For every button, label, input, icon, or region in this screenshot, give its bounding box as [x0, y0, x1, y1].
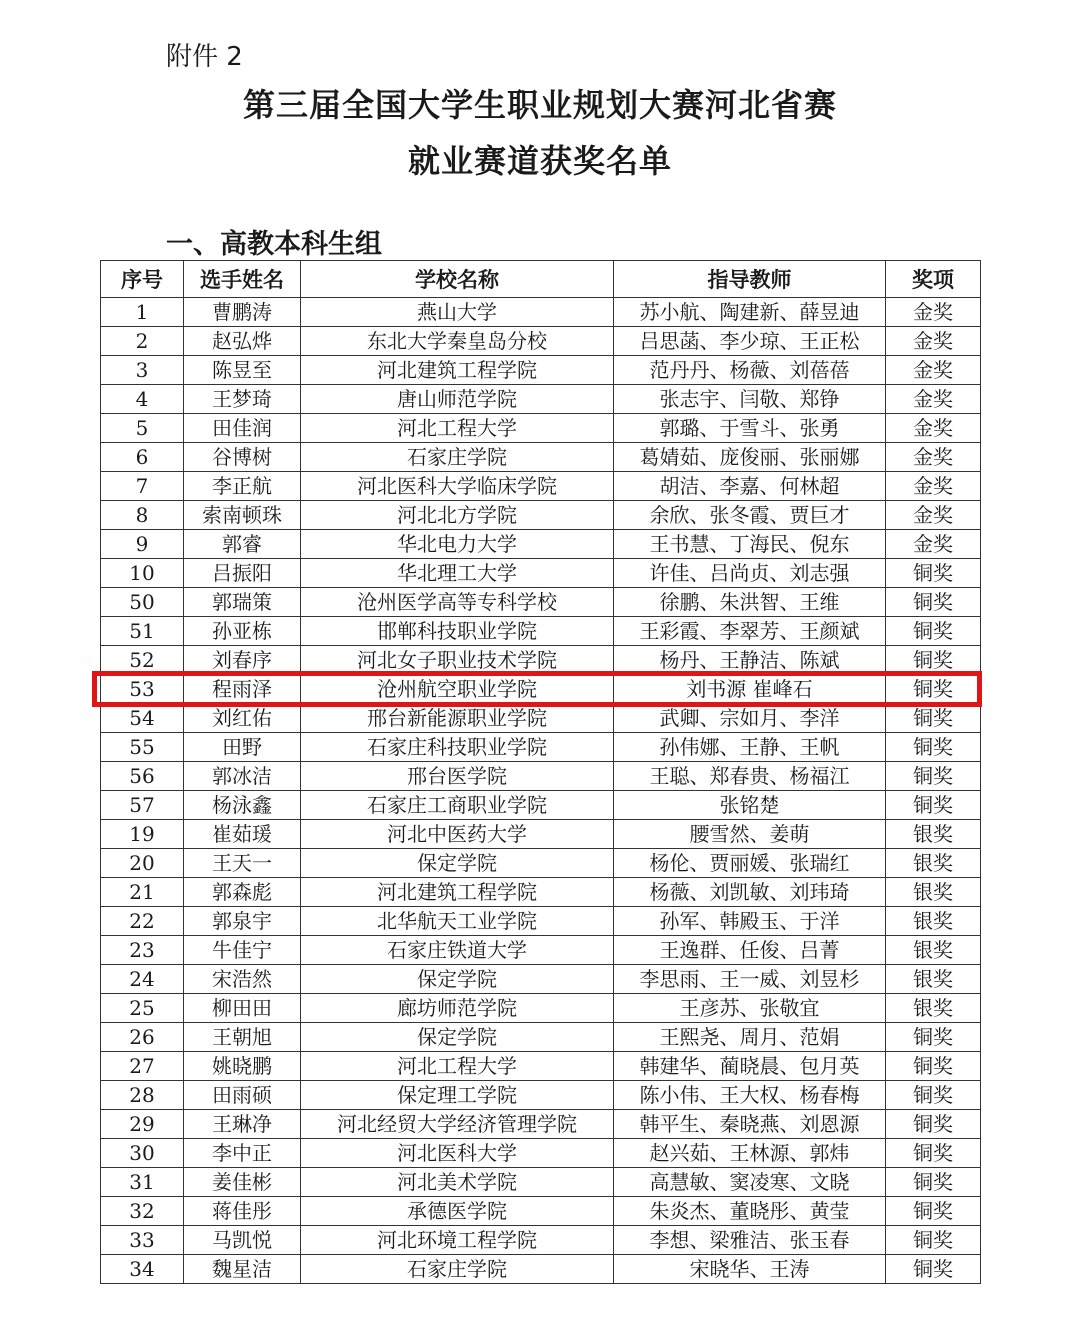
document-title: 第三届全国大学生职业规划大赛河北省赛	[242, 86, 837, 124]
school-cell: 石家庄学院	[301, 1255, 614, 1284]
table-row	[101, 1110, 981, 1139]
advisors-cell: 高慧敏、窦凌寒、文晓	[614, 1168, 886, 1197]
contestant-cell: 刘红佑	[184, 704, 301, 733]
advisors-cell: 余欣、张冬霞、贾巨才	[614, 501, 886, 530]
award-cell: 银奖	[886, 965, 981, 994]
contestant-cell: 王朝旭	[184, 1023, 301, 1052]
advisors-cell: 刘书源 崔峰石	[614, 675, 886, 704]
school-cell: 保定理工学院	[301, 1081, 614, 1110]
table-header-row	[101, 261, 981, 298]
advisors-cell: 许佳、吕尚贞、刘志强	[614, 559, 886, 588]
table-row	[101, 1168, 981, 1197]
advisors-cell: 孙军、韩殿玉、于洋	[614, 907, 886, 936]
advisors-cell: 韩建华、蔺晓晨、包月英	[614, 1052, 886, 1081]
school-cell: 河北建筑工程学院	[301, 356, 614, 385]
advisors-cell: 朱炎杰、董晓彤、黄莹	[614, 1197, 886, 1226]
contestant-cell: 崔茹瑗	[184, 820, 301, 849]
contestant-cell: 王梦琦	[184, 385, 301, 414]
attachment-label: 附件 2	[166, 42, 243, 72]
index-cell: 20	[101, 849, 184, 878]
highlight-box	[92, 671, 982, 707]
index-cell: 54	[101, 704, 184, 733]
contestant-cell: 牛佳宁	[184, 936, 301, 965]
award-cell: 铜奖	[886, 1139, 981, 1168]
advisors-cell: 韩平生、秦晓燕、刘恩源	[614, 1110, 886, 1139]
index-cell: 56	[101, 762, 184, 791]
award-cell: 铜奖	[886, 1110, 981, 1139]
advisors-cell: 武卿、宗如月、李洋	[614, 704, 886, 733]
contestant-cell: 田雨硕	[184, 1081, 301, 1110]
advisors-cell: 王彩霞、李翠芳、王颜斌	[614, 617, 886, 646]
index-cell: 25	[101, 994, 184, 1023]
index-cell: 3	[101, 356, 184, 385]
advisors-cell: 腰雪然、姜萌	[614, 820, 886, 849]
advisors-cell: 王逸群、任俊、吕菁	[614, 936, 886, 965]
school-cell: 河北工程大学	[301, 414, 614, 443]
contestant-cell: 王琳净	[184, 1110, 301, 1139]
contestant-cell: 孙亚栋	[184, 617, 301, 646]
table-row	[101, 791, 981, 820]
award-cell: 金奖	[886, 327, 981, 356]
index-cell: 57	[101, 791, 184, 820]
index-cell: 10	[101, 559, 184, 588]
school-cell: 东北大学秦皇岛分校	[301, 327, 614, 356]
index-cell: 52	[101, 646, 184, 675]
index-cell: 27	[101, 1052, 184, 1081]
index-cell: 30	[101, 1139, 184, 1168]
school-cell: 华北电力大学	[301, 530, 614, 559]
table-row	[101, 878, 981, 907]
contestant-cell: 马凯悦	[184, 1226, 301, 1255]
advisors-cell: 王熙尧、周月、范娟	[614, 1023, 886, 1052]
table-row	[101, 385, 981, 414]
contestant-cell: 程雨泽	[184, 675, 301, 704]
table-row	[101, 1081, 981, 1110]
table-row	[101, 733, 981, 762]
advisors-cell: 杨伦、贾丽媛、张瑞红	[614, 849, 886, 878]
contestant-cell: 田野	[184, 733, 301, 762]
school-cell: 河北女子职业技术学院	[301, 646, 614, 675]
advisors-cell: 杨丹、王静洁、陈斌	[614, 646, 886, 675]
table-row	[101, 820, 981, 849]
index-cell: 55	[101, 733, 184, 762]
index-cell: 2	[101, 327, 184, 356]
award-cell: 银奖	[886, 907, 981, 936]
advisors-cell: 王聪、郑春贵、杨福江	[614, 762, 886, 791]
index-cell: 34	[101, 1255, 184, 1284]
school-cell: 河北建筑工程学院	[301, 878, 614, 907]
table-row	[101, 1255, 981, 1284]
table-row	[101, 704, 981, 733]
table-row	[101, 472, 981, 501]
contestant-cell: 郭泉宇	[184, 907, 301, 936]
contestant-cell: 索南顿珠	[184, 501, 301, 530]
award-cell: 铜奖	[886, 733, 981, 762]
table-row	[101, 617, 981, 646]
contestant-cell: 郭瑞策	[184, 588, 301, 617]
advisors-cell: 徐鹏、朱洪智、王维	[614, 588, 886, 617]
table-row	[101, 907, 981, 936]
school-cell: 承德医学院	[301, 1197, 614, 1226]
award-cell: 银奖	[886, 936, 981, 965]
school-cell: 河北环境工程学院	[301, 1226, 614, 1255]
school-cell: 沧州医学高等专科学校	[301, 588, 614, 617]
school-cell: 河北经贸大学经济管理学院	[301, 1110, 614, 1139]
award-cell: 铜奖	[886, 762, 981, 791]
school-cell: 华北理工大学	[301, 559, 614, 588]
award-cell: 铜奖	[886, 675, 981, 704]
school-cell: 河北美术学院	[301, 1168, 614, 1197]
advisors-cell: 宋晓华、王涛	[614, 1255, 886, 1284]
school-cell: 河北中医药大学	[301, 820, 614, 849]
school-cell: 石家庄科技职业学院	[301, 733, 614, 762]
index-cell: 32	[101, 1197, 184, 1226]
index-cell: 24	[101, 965, 184, 994]
index-cell: 6	[101, 443, 184, 472]
award-cell: 铜奖	[886, 1255, 981, 1284]
contestant-cell: 郭冰洁	[184, 762, 301, 791]
index-cell: 29	[101, 1110, 184, 1139]
header-school: 学校名称	[301, 261, 614, 298]
award-cell: 银奖	[886, 994, 981, 1023]
document-subtitle: 就业赛道获奖名单	[407, 142, 672, 180]
index-cell: 7	[101, 472, 184, 501]
table-row	[101, 559, 981, 588]
contestant-cell: 曹鹏涛	[184, 298, 301, 327]
index-cell: 21	[101, 878, 184, 907]
award-cell: 铜奖	[886, 1081, 981, 1110]
table-row	[101, 414, 981, 443]
contestant-cell: 王天一	[184, 849, 301, 878]
table-row	[101, 994, 981, 1023]
advisors-cell: 陈小伟、王大权、杨春梅	[614, 1081, 886, 1110]
award-cell: 金奖	[886, 472, 981, 501]
school-cell: 保定学院	[301, 849, 614, 878]
award-cell: 铜奖	[886, 559, 981, 588]
header-award: 奖项	[886, 261, 981, 298]
advisors-cell: 张铭楚	[614, 791, 886, 820]
school-cell: 石家庄铁道大学	[301, 936, 614, 965]
table-row	[101, 327, 981, 356]
advisors-cell: 郭璐、于雪斗、张勇	[614, 414, 886, 443]
award-cell: 银奖	[886, 878, 981, 907]
advisors-cell: 张志宇、闫敬、郑铮	[614, 385, 886, 414]
advisors-cell: 李想、梁雅洁、张玉春	[614, 1226, 886, 1255]
award-cell: 铜奖	[886, 1226, 981, 1255]
school-cell: 河北医科大学临床学院	[301, 472, 614, 501]
header-index: 序号	[101, 261, 184, 298]
index-cell: 31	[101, 1168, 184, 1197]
advisors-cell: 杨薇、刘凯敏、刘玮琦	[614, 878, 886, 907]
index-cell: 4	[101, 385, 184, 414]
index-cell: 50	[101, 588, 184, 617]
school-cell: 燕山大学	[301, 298, 614, 327]
award-cell: 铜奖	[886, 646, 981, 675]
index-cell: 22	[101, 907, 184, 936]
award-cell: 铜奖	[886, 1197, 981, 1226]
contestant-cell: 姚晓鹏	[184, 1052, 301, 1081]
section-heading: 一、高教本科生组	[166, 229, 382, 260]
table-row	[101, 1226, 981, 1255]
school-cell: 沧州航空职业学院	[301, 675, 614, 704]
advisors-cell: 吕思菡、李少琼、王正松	[614, 327, 886, 356]
award-cell: 金奖	[886, 356, 981, 385]
index-cell: 26	[101, 1023, 184, 1052]
school-cell: 石家庄学院	[301, 443, 614, 472]
advisors-cell: 李思雨、王一威、刘昱杉	[614, 965, 886, 994]
advisors-cell: 王彦苏、张敬宜	[614, 994, 886, 1023]
award-cell: 铜奖	[886, 1023, 981, 1052]
school-cell: 邯郸科技职业学院	[301, 617, 614, 646]
table-row	[101, 501, 981, 530]
index-cell: 51	[101, 617, 184, 646]
award-cell: 金奖	[886, 414, 981, 443]
index-cell: 33	[101, 1226, 184, 1255]
school-cell: 河北北方学院	[301, 501, 614, 530]
contestant-cell: 赵弘烨	[184, 327, 301, 356]
school-cell: 河北工程大学	[301, 1052, 614, 1081]
school-cell: 保定学院	[301, 1023, 614, 1052]
contestant-cell: 谷博树	[184, 443, 301, 472]
award-cell: 铜奖	[886, 704, 981, 733]
contestant-cell: 柳田田	[184, 994, 301, 1023]
index-cell: 28	[101, 1081, 184, 1110]
index-cell: 9	[101, 530, 184, 559]
table-row	[101, 1023, 981, 1052]
contestant-cell: 蒋佳彤	[184, 1197, 301, 1226]
contestant-cell: 郭森彪	[184, 878, 301, 907]
award-cell: 铜奖	[886, 617, 981, 646]
school-cell: 邢台医学院	[301, 762, 614, 791]
school-cell: 保定学院	[301, 965, 614, 994]
table-row	[101, 849, 981, 878]
contestant-cell: 陈昱至	[184, 356, 301, 385]
index-cell: 8	[101, 501, 184, 530]
table-row	[101, 443, 981, 472]
table-body	[101, 298, 981, 1284]
contestant-cell: 宋浩然	[184, 965, 301, 994]
school-cell: 石家庄工商职业学院	[301, 791, 614, 820]
award-cell: 铜奖	[886, 1168, 981, 1197]
advisors-cell: 葛婧茹、庞俊丽、张丽娜	[614, 443, 886, 472]
award-cell: 银奖	[886, 849, 981, 878]
index-cell: 53	[101, 675, 184, 704]
table-row	[101, 1052, 981, 1081]
header-contestant: 选手姓名	[184, 261, 301, 298]
award-cell: 金奖	[886, 501, 981, 530]
award-cell: 金奖	[886, 530, 981, 559]
school-cell: 廊坊师范学院	[301, 994, 614, 1023]
contestant-cell: 杨泳鑫	[184, 791, 301, 820]
award-cell: 铜奖	[886, 1052, 981, 1081]
advisors-cell: 孙伟娜、王静、王帆	[614, 733, 886, 762]
index-cell: 19	[101, 820, 184, 849]
index-cell: 5	[101, 414, 184, 443]
contestant-cell: 吕振阳	[184, 559, 301, 588]
contestant-cell: 刘春序	[184, 646, 301, 675]
contestant-cell: 郭睿	[184, 530, 301, 559]
award-cell: 金奖	[886, 443, 981, 472]
award-cell: 铜奖	[886, 791, 981, 820]
advisors-cell: 王书慧、丁海民、倪东	[614, 530, 886, 559]
table-row	[101, 530, 981, 559]
table-row	[101, 936, 981, 965]
contestant-cell: 李正航	[184, 472, 301, 501]
table-row	[101, 762, 981, 791]
table-row	[101, 588, 981, 617]
advisors-cell: 胡洁、李嘉、何林超	[614, 472, 886, 501]
award-cell: 金奖	[886, 298, 981, 327]
table-row	[101, 1139, 981, 1168]
header-advisors: 指导教师	[614, 261, 886, 298]
advisors-cell: 赵兴茹、王林源、郭炜	[614, 1139, 886, 1168]
table-row	[101, 356, 981, 385]
award-cell: 铜奖	[886, 588, 981, 617]
school-cell: 邢台新能源职业学院	[301, 704, 614, 733]
contestant-cell: 姜佳彬	[184, 1168, 301, 1197]
table-row	[101, 965, 981, 994]
index-cell: 1	[101, 298, 184, 327]
school-cell: 北华航天工业学院	[301, 907, 614, 936]
advisors-cell: 范丹丹、杨薇、刘蓓蓓	[614, 356, 886, 385]
table-row	[101, 1197, 981, 1226]
contestant-cell: 李中正	[184, 1139, 301, 1168]
awards-table	[100, 260, 981, 1284]
advisors-cell: 苏小航、陶建新、薛昱迪	[614, 298, 886, 327]
contestant-cell: 魏星洁	[184, 1255, 301, 1284]
award-cell: 银奖	[886, 820, 981, 849]
award-cell: 金奖	[886, 385, 981, 414]
index-cell: 23	[101, 936, 184, 965]
table-row	[101, 298, 981, 327]
contestant-cell: 田佳润	[184, 414, 301, 443]
school-cell: 唐山师范学院	[301, 385, 614, 414]
school-cell: 河北医科大学	[301, 1139, 614, 1168]
